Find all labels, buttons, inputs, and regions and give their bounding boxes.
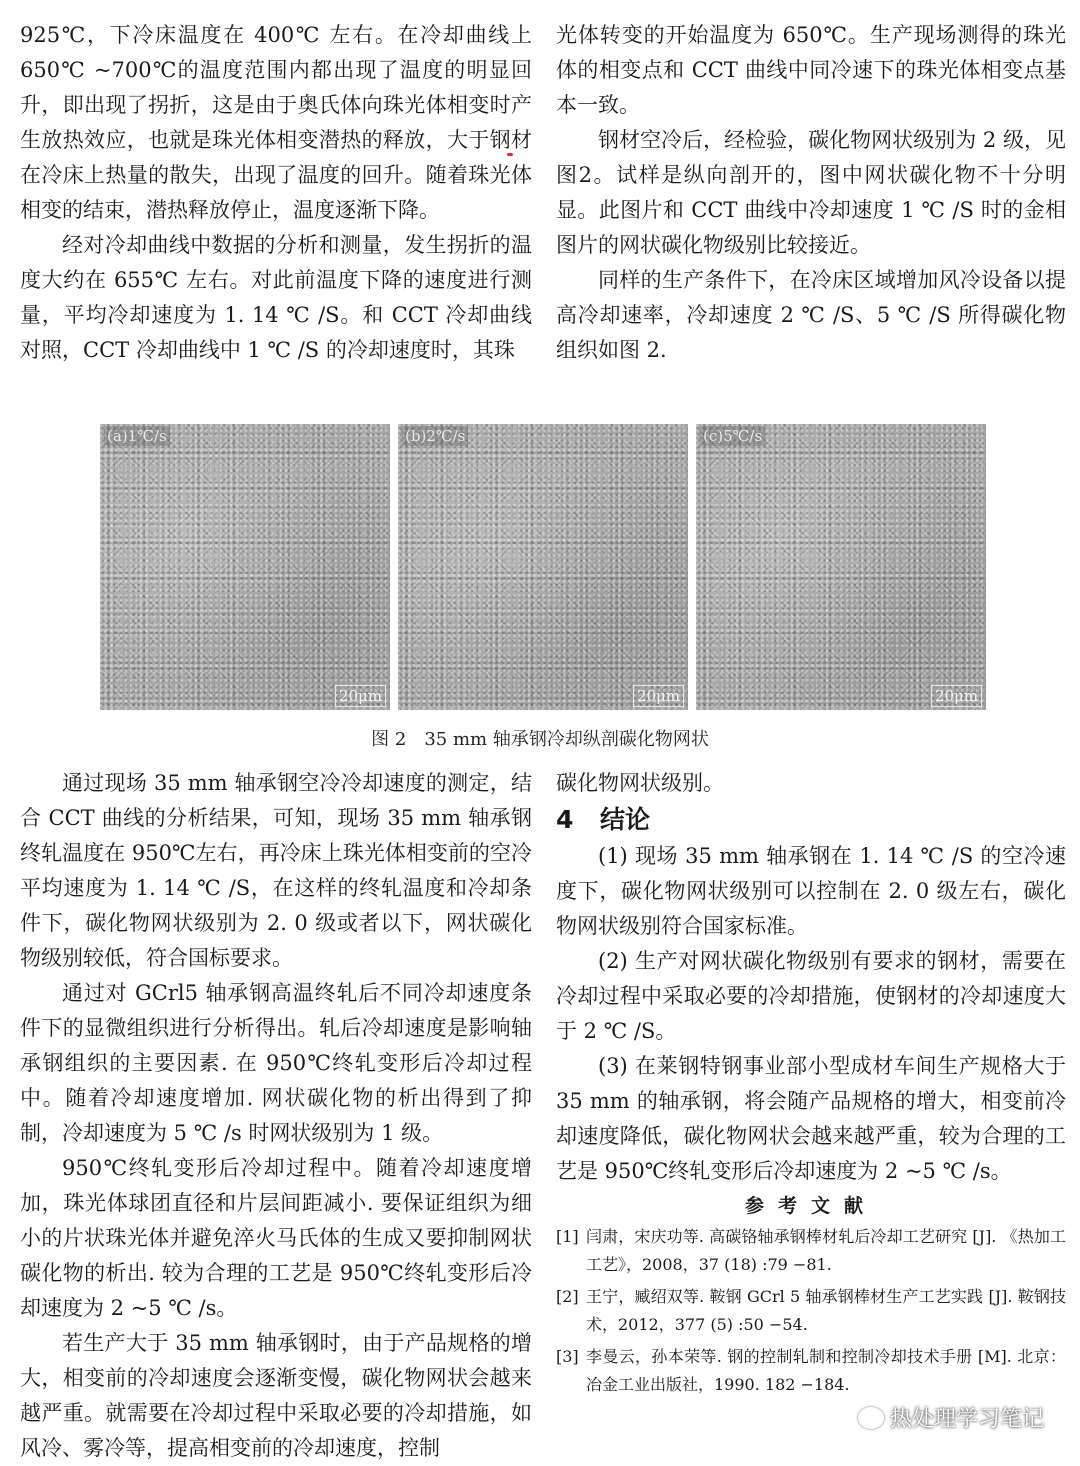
paragraph: 通过现场 35 mm 轴承钢空冷冷却速度的测定，结合 CCT 曲线的分析结果，可知，现场 35 mm 轴承钢终轧温度在 950℃左右，再冷床上珠光体相变前的空冷平均速度为 1. 14 ℃ /S，在这样的终轧温度和冷却条件下，碳化物网状级别为 2. 0 级或者以下，网状碳化物级别较低，符合国标要求。 xyxy=(20,771,532,970)
reference-item xyxy=(556,1283,1066,1339)
wechat-icon xyxy=(858,1407,884,1429)
figure-2-images xyxy=(100,424,988,710)
paragraph: 钢材空冷后，经检验，碳化物网状级别为 2 级，见图2。试样是纵向剖开的，图中网状碳化物不十分明显。此图片和 CCT 曲线中冷却速度 1 ℃ /S 时的金相图片的网状碳化物级别比较接近。 xyxy=(556,128,1066,257)
conclusion-item: (2) 生产对网状碳化物级别有要求的钢材，需要在冷却过程中采取必要的冷却措施，使钢材的冷却速度大于 2 ℃ /S。 xyxy=(556,949,1066,1043)
underlined-phrase: 产生放热效应 xyxy=(20,93,532,152)
reference-list xyxy=(556,1223,1066,1399)
micrograph-a xyxy=(100,424,390,710)
reference-text: 闫肃，宋庆功等. 高碳铬轴承钢棒材轧后冷却工艺研究 [J]. 《热加工工艺》，2008，37 (18) :79 −81. xyxy=(586,1227,1066,1274)
scale-bar: 20μm xyxy=(633,685,684,707)
top-right-column xyxy=(556,18,1066,368)
top-left-column xyxy=(20,18,532,368)
paragraph: 碳化物网状级别。 xyxy=(556,771,724,795)
watermark-text: 热处理学习笔记 xyxy=(889,1407,1044,1432)
micrograph-b xyxy=(398,424,688,710)
scale-bar: 20μm xyxy=(335,685,386,707)
conclusion-item: (1) 现场 35 mm 轴承钢在 1. 14 ℃ /S 的空冷速度下，碳化物网状级别可以控制在 2. 0 级左右，碳化物网状级别符合国家标准。 xyxy=(556,844,1066,938)
paragraph: 通过对 GCrl5 轴承钢高温终轧后不同冷却速度条件下的显微组织进行分析得出。轧后冷却速度是影响轴承钢组织的主要因素. 在 950℃终轧变形后冷却过程中。随着冷却速度增加. 网状碳化物的析出得到了抑制，冷却速度为 5 ℃ /s 时网状级别为 1 级。 xyxy=(20,981,532,1145)
paragraph: 若生产大于 35 mm 轴承钢时，由于产品规格的增大，相变前的冷却速度会逐渐变慢，碳化物网状会越来越严重。就需要在冷却过程中采取必要的冷却措施，如风冷、雾冷等，提高相变前的冷却速度，控制 xyxy=(20,1331,532,1460)
paragraph: 950℃终轧变形后冷却过程中。随着冷却速度增加，珠光体球团直径和片层间距减小. 要保证组织为细小的片状珠光体并避免淬火马氏体的生成又要抑制网状碳化物的析出. 较为合理的工艺是 950℃终轧变形后冷却速度为 2 ~5 ℃ /s。 xyxy=(20,1156,532,1320)
paragraph: 经对冷却曲线中数据的分析和测量，发生拐折的温度大约在 655℃ 左右。对此前温度下降的速度进行测量，平均冷却速度为 1. 14 ℃ /S。和 CCT 冷却曲线对照，CCT 冷却曲线中 1 ℃ /S 的冷却速度时，其珠 xyxy=(20,233,532,362)
reference-item xyxy=(556,1223,1066,1279)
reference-number: [2] xyxy=(556,1287,579,1306)
reference-item xyxy=(556,1343,1066,1399)
paragraph: 同样的生产条件下，在冷床区域增加风冷设备以提高冷却速率，冷却速度 2 ℃ /S、5 ℃ /S 所得碳化物组织如图 2. xyxy=(556,268,1066,362)
reference-number: [1] xyxy=(556,1227,579,1246)
section-heading xyxy=(556,801,1066,839)
bottom-left-column xyxy=(20,766,532,1466)
text-run: 925℃，下冷床温度在 400℃ 左右。在冷却曲线上650℃ ~700℃的温度范围内都出现了温度的明显回升，即出现了拐折，这是由于奥氏体向珠光体相变时 xyxy=(20,23,532,117)
reference-number: [3] xyxy=(556,1347,579,1366)
section-title: 结论 xyxy=(600,805,651,834)
panel-label: (c)5℃/s xyxy=(700,426,765,446)
figure-caption: 图 2 35 mm 轴承钢冷却纵剖碳化物网状 xyxy=(371,729,709,750)
micrograph-c xyxy=(696,424,986,710)
conclusion-item: (3) 在莱钢特钢事业部小型成材车间生产规格大于 35 mm 的轴承钢，将会随产品规格的增大，相变前冷却速度降低，碳化物网状会越来越严重，较为合理的工艺是 950℃终轧变形后冷却速度为 2 ~5 ℃ /s。 xyxy=(556,1054,1066,1183)
section-number: 4 xyxy=(556,805,574,834)
references-heading: 参考文献 xyxy=(744,1195,877,1217)
paragraph: 光体转变的开始温度为 650℃。生产现场测得的珠光体的相变点和 CCT 曲线中同冷速下的珠光体相变点基本一致。 xyxy=(556,23,1066,117)
panel-label: (a)1℃/s xyxy=(104,426,170,446)
text-run: ，也就是珠光体相变潜热的释放，大于钢材在冷床上热量的散失，出现了温度的回升。随着珠光体相变的结束，潜热释放停止，温度逐渐下降。 xyxy=(20,128,533,222)
scale-bar: 20μm xyxy=(931,685,982,707)
bottom-right-column xyxy=(556,766,1066,1403)
reference-text: 王宁，臧绍双等. 鞍钢 GCrl 5 轴承钢棒材生产工艺实践 [J]. 鞍钢技术，2012，377 (5) :50 −54. xyxy=(586,1287,1066,1334)
panel-label: (b)2℃/s xyxy=(402,426,468,446)
reference-text: 李曼云，孙本荣等. 钢的控制轧制和控制冷却技术手册 [M]. 北京：冶金工业出版社，1990. 182 −184. xyxy=(586,1347,1066,1394)
watermark xyxy=(858,1402,1044,1433)
paragraph xyxy=(20,18,532,228)
